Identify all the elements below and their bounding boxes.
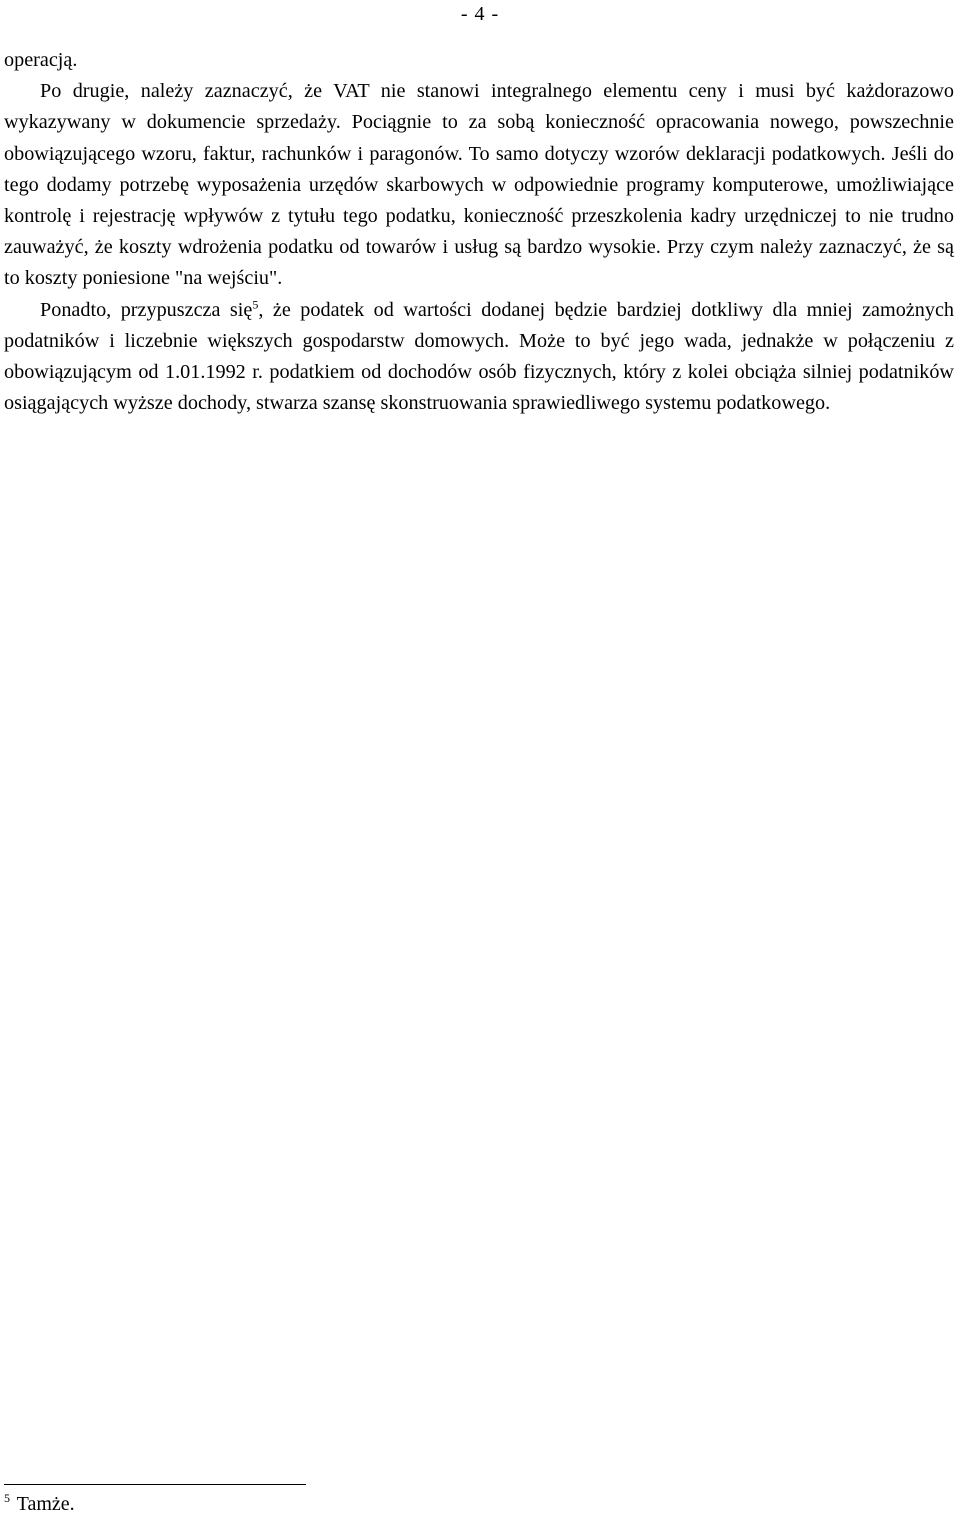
paragraph-continuation: operacją.: [4, 49, 78, 71]
document-body: [4, 45, 954, 419]
paragraph-text-start: Ponadto, przypuszcza się: [40, 298, 253, 321]
footnote-number: 5: [4, 1491, 10, 1506]
footnote-separator: [4, 1484, 306, 1485]
paragraph-text-end: , że podatek od wartości dodanej będzie bardziej dotkliwy dla mniej zamożnych podatników i liczebnie większych gospodarstw domowych. Może to być jego wada, jednakże w połączeniu z obowiązującym od 1.01.1992 r. podatkiem od dochodów osób fizycznych, który z kolei obciąża silniej podatników osiągających wyższe dochody, stwarza szansę skonstruowania sprawiedliwego systemu podatkowego.: [4, 298, 954, 415]
footnote: [4, 1492, 75, 1516]
paragraph-vat-documents: Po drugie, należy zaznaczyć, że VAT nie stanowi integralnego elementu ceny i musi być każdorazowo wykazywany w dokumencie sprzedaży. Pociągnie to za sobą konieczność opracowania nowego, powszechnie obowiązującego wzoru, faktur, rachunków i paragonów. To samo dotyczy wzorów deklaracji podatkowych. Jeśli do tego dodamy potrzebę wyposażenia urzędów skarbowych w odpowiednie programy komputerowe, umożliwiające kontrolę i rejestrację wpływów z tytułu tego podatku, konieczność przeszkolenia kadry urzędniczej to nie trudno zauważyć, że koszty wdrożenia podatku od towarów i usług są bardzo wysokie. Przy czym należy zaznaczyć, że są to koszty poniesione "na wejściu".: [4, 80, 954, 290]
footnote-text: Tamże.: [16, 1493, 75, 1515]
page-number: - 4 -: [460, 3, 500, 25]
paragraph-vat-burden: [4, 295, 954, 420]
footnote-reference[interactable]: 5: [252, 296, 259, 311]
